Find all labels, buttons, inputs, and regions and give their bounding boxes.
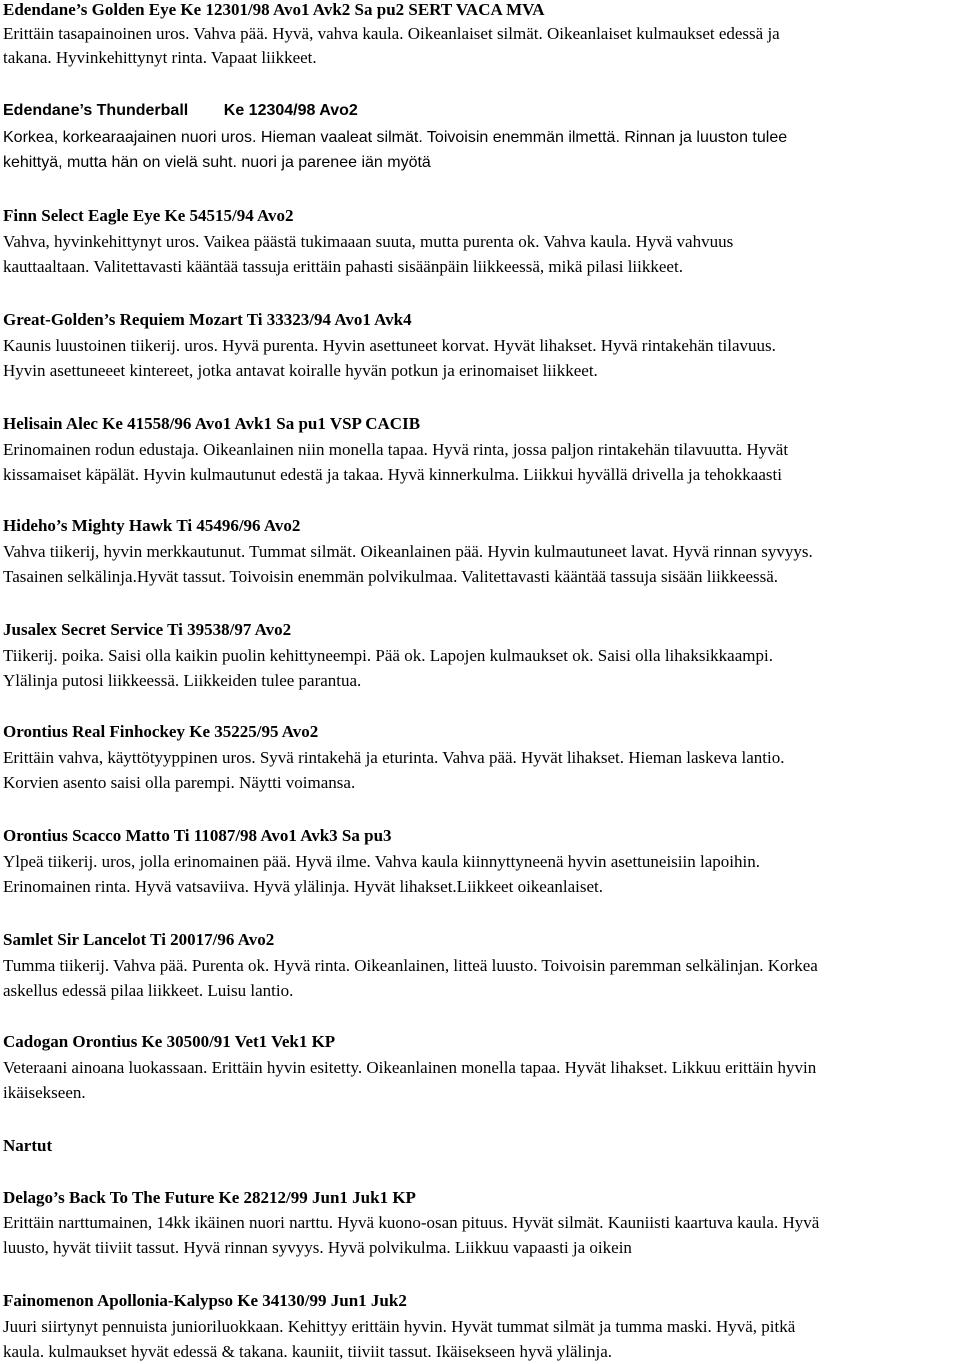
entry-text-line: Juuri siirtynyt pennuista junioriluokkaan. Kehittyy erittäin hyvin. Hyvät tummat silmät ja tumma maski. Hyvä, pitkä: [3, 1317, 796, 1336]
entry-text-line: Erinomainen rodun edustaja. Oikeanlainen niin monella tapaa. Hyvä rinta, jossa paljon rintakehän tilavuutta. Hyvät: [3, 440, 789, 459]
entry-text-line: askellus edessä pilaa liikkeet. Luisu lantio.: [3, 981, 294, 1000]
entry-text-line: Erittäin tasapainoinen uros. Vahva pää. Hyvä, vahva kaula. Oikeanlaiset silmät. Oikeanlaiset kulmaukset edessä ja: [3, 24, 780, 43]
entry-text-line: Veteraani ainoana luokassaan. Erittäin hyvin esitetty. Oikeanlainen monella tapaa. Hyvät lihakset. Likkuu erittäin hyvin: [3, 1058, 817, 1077]
entry-text-line: Ylälinja putosi liikkeessä. Liikkeiden tulee parantua.: [3, 671, 362, 690]
entry-heading: Orontius Real Finhockey Ke 35225/95 Avo2: [3, 722, 319, 741]
entry-text-line: Korkea, korkearaajainen nuori uros. Hieman vaaleat silmät. Toivoisin enemmän ilmettä. Rinnan ja luuston tulee: [3, 129, 788, 146]
entry-text-line: Korvien asento saisi olla parempi. Näytti voimansa.: [3, 773, 356, 792]
entry-text-line: luusto, hyvät tiiviit tassut. Hyvä rinnan syvyys. Hyvä polvikulma. Liikkuu vapaasti ja oikein: [3, 1238, 632, 1257]
entry-heading: [3, 100, 358, 121]
entry-text-line: kissamaiset käpälät. Hyvin kulmautunut edestä ja takaa. Hyvä kinnerkulma. Liikkui hyvällä drivella ja tehokkaasti: [3, 465, 782, 484]
entry-heading: Hideho’s Mighty Hawk Ti 45496/96 Avo2: [3, 516, 301, 535]
section-heading: Nartut: [3, 1136, 53, 1155]
entry-text-line: Erinomainen rinta. Hyvä vatsaviiva. Hyvä ylälinja. Hyvät lihakset.Liikkeet oikeanlaiset.: [3, 877, 604, 896]
entry-text-line: Vahva tiikerij, hyvin merkkautunut. Tummat silmät. Oikeanlainen pää. Hyvin kulmautuneet lavat. Hyvä rinnan syvyys.: [3, 542, 813, 561]
entry-heading: Fainomenon Apollonia-Kalypso Ke 34130/99 Jun1 Juk2: [3, 1291, 407, 1310]
entry-text-line: ikäisekseen.: [3, 1083, 86, 1102]
entry-heading-text: Edendane’s Thunderball Ke 12304/98 Avo2: [3, 102, 358, 119]
entry-heading: Edendane’s Golden Eye Ke 12301/98 Avo1 Avk2 Sa pu2 SERT VACA MVA: [3, 0, 545, 19]
entry-heading: Great-Golden’s Requiem Mozart Ti 33323/94 Avo1 Avk4: [3, 310, 412, 329]
entry-heading: Finn Select Eagle Eye Ke 54515/94 Avo2: [3, 206, 294, 225]
entry-heading: Delago’s Back To The Future Ke 28212/99 Jun1 Juk1 KP: [3, 1188, 416, 1207]
entry-text-line: Ylpeä tiikerij. uros, jolla erinomainen pää. Hyvä ilme. Vahva kaula kiinnyttyneenä hyvin asettuneisiin lapoihin.: [3, 852, 760, 871]
entry-text-line: Erittäin vahva, käyttötyyppinen uros. Syvä rintakehä ja eturinta. Vahva pää. Hyvät lihakset. Hieman laskeva lantio.: [3, 748, 785, 767]
entry-text-line: Hyvin asettuneeet kintereet, jotka antavat koiralle hyvän potkun ja erinomaiset liikkeet.: [3, 361, 598, 380]
entry-text-line: Tiikerij. poika. Saisi olla kaikin puolin kehittyneempi. Pää ok. Lapojen kulmaukset ok. Saisi olla lihaksikkaampi.: [3, 646, 773, 665]
entry-text-line: Erittäin narttumainen, 14kk ikäinen nuori narttu. Hyvä kuono-osan pituus. Hyvät silmät. Kauniisti kaartuva kaula. Hyvä: [3, 1213, 820, 1232]
entry-heading: Helisain Alec Ke 41558/96 Avo1 Avk1 Sa pu1 VSP CACIB: [3, 414, 421, 433]
entry-text-line: Tasainen selkälinja.Hyvät tassut. Toivoisin enemmän polvikulmaa. Valitettavasti kääntää tassuja sisään liikkeessä.: [3, 567, 779, 586]
entry-heading: Samlet Sir Lancelot Ti 20017/96 Avo2: [3, 930, 275, 949]
entry-text-line: kauttaaltaan. Valitettavasti kääntää tassuja erittäin pahasti sisäänpäin liikkeessä, mikä pilasi liikkeet.: [3, 257, 683, 276]
entry-heading: Cadogan Orontius Ke 30500/91 Vet1 Vek1 KP: [3, 1032, 336, 1051]
entry-text-line: kehittyä, mutta hän on vielä suht. nuori ja parenee iän myötä: [3, 154, 431, 171]
entry-text-line: takana. Hyvinkehittynyt rinta. Vapaat liikkeet.: [3, 48, 317, 67]
entry-heading: Jusalex Secret Service Ti 39538/97 Avo2: [3, 620, 292, 639]
entry-text-line: Vahva, hyvinkehittynyt uros. Vaikea päästä tukimaaan suuta, mutta purenta ok. Vahva kaula. Hyvä vahvuus: [3, 232, 734, 251]
entry-text-line: Kaunis luustoinen tiikerij. uros. Hyvä purenta. Hyvin asettuneet korvat. Hyvät lihakset. Hyvä rintakehän tilavuus.: [3, 336, 776, 355]
entry-text-line: kaula. kulmaukset hyvät edessä & takana. kauniit, tiiviit tassut. Ikäisekseen hyvä ylälinja.: [3, 1342, 613, 1361]
entry-text-line: Tumma tiikerij. Vahva pää. Purenta ok. Hyvä rinta. Oikeanlainen, litteä luusto. Toivoisin paremman selkälinjan. Korkea: [3, 956, 818, 975]
entry-heading: Orontius Scacco Matto Ti 11087/98 Avo1 Avk3 Sa pu3: [3, 826, 392, 845]
